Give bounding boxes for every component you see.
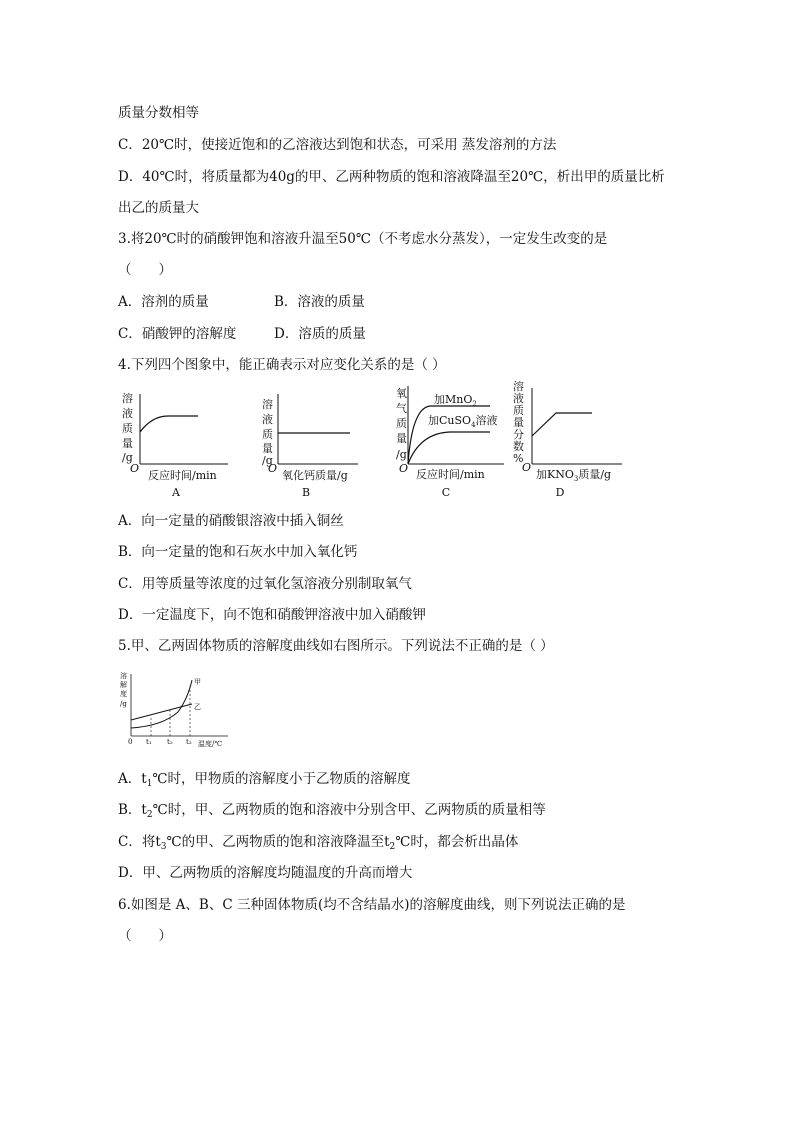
q2-continuation-text: 质量分数相等	[118, 105, 199, 121]
graph-c-origin: O	[399, 462, 409, 475]
graph-b-caption: B	[301, 486, 311, 499]
graph-b-ylabel-5: /g	[262, 454, 273, 467]
graph-b-ylabel-4: 量	[262, 442, 273, 455]
graph-d-ylabel-6: 数	[513, 440, 524, 453]
graph-c-ylabel-3: 质	[396, 417, 407, 430]
q3-option-d: D．溶质的质量	[274, 326, 366, 342]
q5-graph-ylabel-1: 溶	[120, 672, 127, 680]
q4-graph-a	[118, 380, 233, 490]
q2-option-d-line1: D．40℃时，将质量都为40g的甲、乙两种物质的饱和溶液降温至20℃，析出甲的质量比析	[118, 169, 665, 185]
graph-d-ylabel-7: %	[513, 452, 524, 465]
q5-graph-xlabel: 温度/℃	[198, 740, 223, 748]
q5-option-a: A．$t_1℃$时，甲物质的溶解度小于乙物质的溶解度	[118, 771, 411, 789]
q4-option-d: D．一定温度下，向不饱和硝酸钾溶液中加入硝酸钾	[118, 607, 426, 623]
q4-option-a: A．向一定量的硝酸银溶液中插入铜丝	[118, 513, 344, 529]
graph-a-ylabel-4: 量	[122, 437, 133, 450]
q5-graph-curve-yi	[131, 704, 192, 720]
q5-graph-ylabel-4: /g	[120, 700, 127, 708]
q4-graph-c	[390, 378, 508, 490]
graph-c-curve1-label: 加MnO$_2$	[434, 393, 477, 408]
graph-d-ylabel-1: 溶	[513, 380, 524, 393]
q4-option-b: B．向一定量的饱和石灰水中加入氧化钙	[118, 544, 358, 560]
q5-graph-series-jia: 甲	[194, 678, 201, 686]
q4-option-c: C．用等质量等浓度的过氧化氢溶液分别制取氧气	[118, 576, 412, 592]
graph-d-caption: D	[555, 486, 565, 499]
q5-graph-tick-t2: t₂	[167, 738, 173, 746]
q5-graph-tick-t1: t₁	[146, 738, 152, 746]
graph-a-caption: A	[172, 486, 180, 499]
graph-c-xlabel: 反应时间/min	[416, 468, 485, 481]
graph-a-ylabel-1: 溶	[122, 392, 133, 405]
graph-d-xlabel: 加$KNO_3$质量/g	[536, 468, 612, 483]
graph-b-origin: O	[268, 462, 278, 475]
q5-option-c: C．将$t_3℃$的甲、乙两物质的饱和溶液降温至$t_2℃$时，都会析出晶体	[118, 834, 519, 852]
graph-c-ylabel-1: 氧	[396, 387, 407, 400]
graph-d-ylabel-3: 质	[513, 404, 524, 417]
graph-a-origin: O	[130, 462, 140, 475]
graph-b-ylabel-1: 溶	[262, 398, 273, 411]
graph-c-ylabel-2: 气	[396, 402, 407, 415]
q4-stem: 4.下列四个图象中，能正确表示对应变化关系的是（ ）	[118, 357, 446, 373]
q6-stem: 6.如图是 A、B、C 三种固体物质(均不含结晶水)的溶解度曲线，则下列说法正确的是	[118, 897, 626, 913]
graph-b-ylabel-2: 液	[262, 413, 273, 426]
graph-d-curve	[532, 413, 592, 436]
q3-option-a: A．溶剂的质量	[118, 294, 209, 310]
q3-option-b: B．溶液的质量	[274, 294, 365, 310]
graph-d-ylabel-2: 液	[513, 392, 524, 405]
q4-graph-d	[510, 378, 630, 490]
graph-b-ylabel-3: 质	[262, 428, 273, 441]
q3-stem: 3.将20℃时的硝酸钾饱和溶液升温至50℃（不考虑水分蒸发），一定发生改变的是	[118, 231, 608, 247]
q5-solubility-graph	[118, 670, 238, 750]
q6-answer-paren: （ ）	[118, 928, 172, 944]
q3-option-c: C．硝酸钾的溶解度	[118, 326, 237, 342]
graph-c-curve2-label: 加CuSO$_4$溶液	[428, 414, 498, 429]
q5-graph-origin: 0	[128, 738, 133, 746]
graph-c-ylabel-4: 量	[396, 432, 407, 445]
graph-a-xlabel: 反应时间/min	[148, 469, 217, 482]
q2-option-c: C．20℃时，使接近饱和的乙溶液达到饱和状态，可采用 蒸发溶剂的方法	[118, 137, 557, 153]
graph-d-ylabel-4: 量	[513, 416, 524, 429]
q5-option-b: B．$t_2℃$时，甲、乙两物质的饱和溶液中分别含甲、乙两物质的质量相等	[118, 802, 546, 820]
q5-graph-ylabel-3: 度	[120, 690, 127, 698]
q5-option-d: D．甲、乙两物质的溶解度均随温度的升高而增大	[118, 865, 413, 881]
q5-graph-curve-jia	[131, 680, 192, 728]
graph-d-ylabel-5: 分	[513, 428, 524, 441]
q5-graph-ylabel-2: 解	[120, 681, 127, 689]
graph-d-origin: O	[522, 461, 532, 474]
graph-c-caption: C	[441, 486, 451, 499]
q5-stem: 5.甲、乙两固体物质的溶解度曲线如右图所示。下列说法不正确的是（ ）	[118, 638, 554, 654]
graph-a-ylabel-5: /g	[122, 451, 133, 464]
q3-answer-paren: （ ）	[118, 262, 172, 278]
q5-graph-series-yi: 乙	[194, 703, 201, 711]
q2-option-d-line2: 出乙的质量大	[118, 200, 199, 216]
graph-b-xlabel: 氧化钙质量/g	[282, 469, 348, 482]
graph-a-ylabel-2: 液	[122, 407, 133, 420]
graph-c-ylabel-5: /g	[396, 448, 407, 461]
graph-a-curve	[140, 416, 198, 432]
q5-graph-tick-t3: t₃	[186, 738, 192, 746]
graph-a-ylabel-3: 质	[122, 422, 133, 435]
q4-graph-b	[258, 380, 373, 490]
graph-c-curve-cuso4	[408, 432, 490, 464]
